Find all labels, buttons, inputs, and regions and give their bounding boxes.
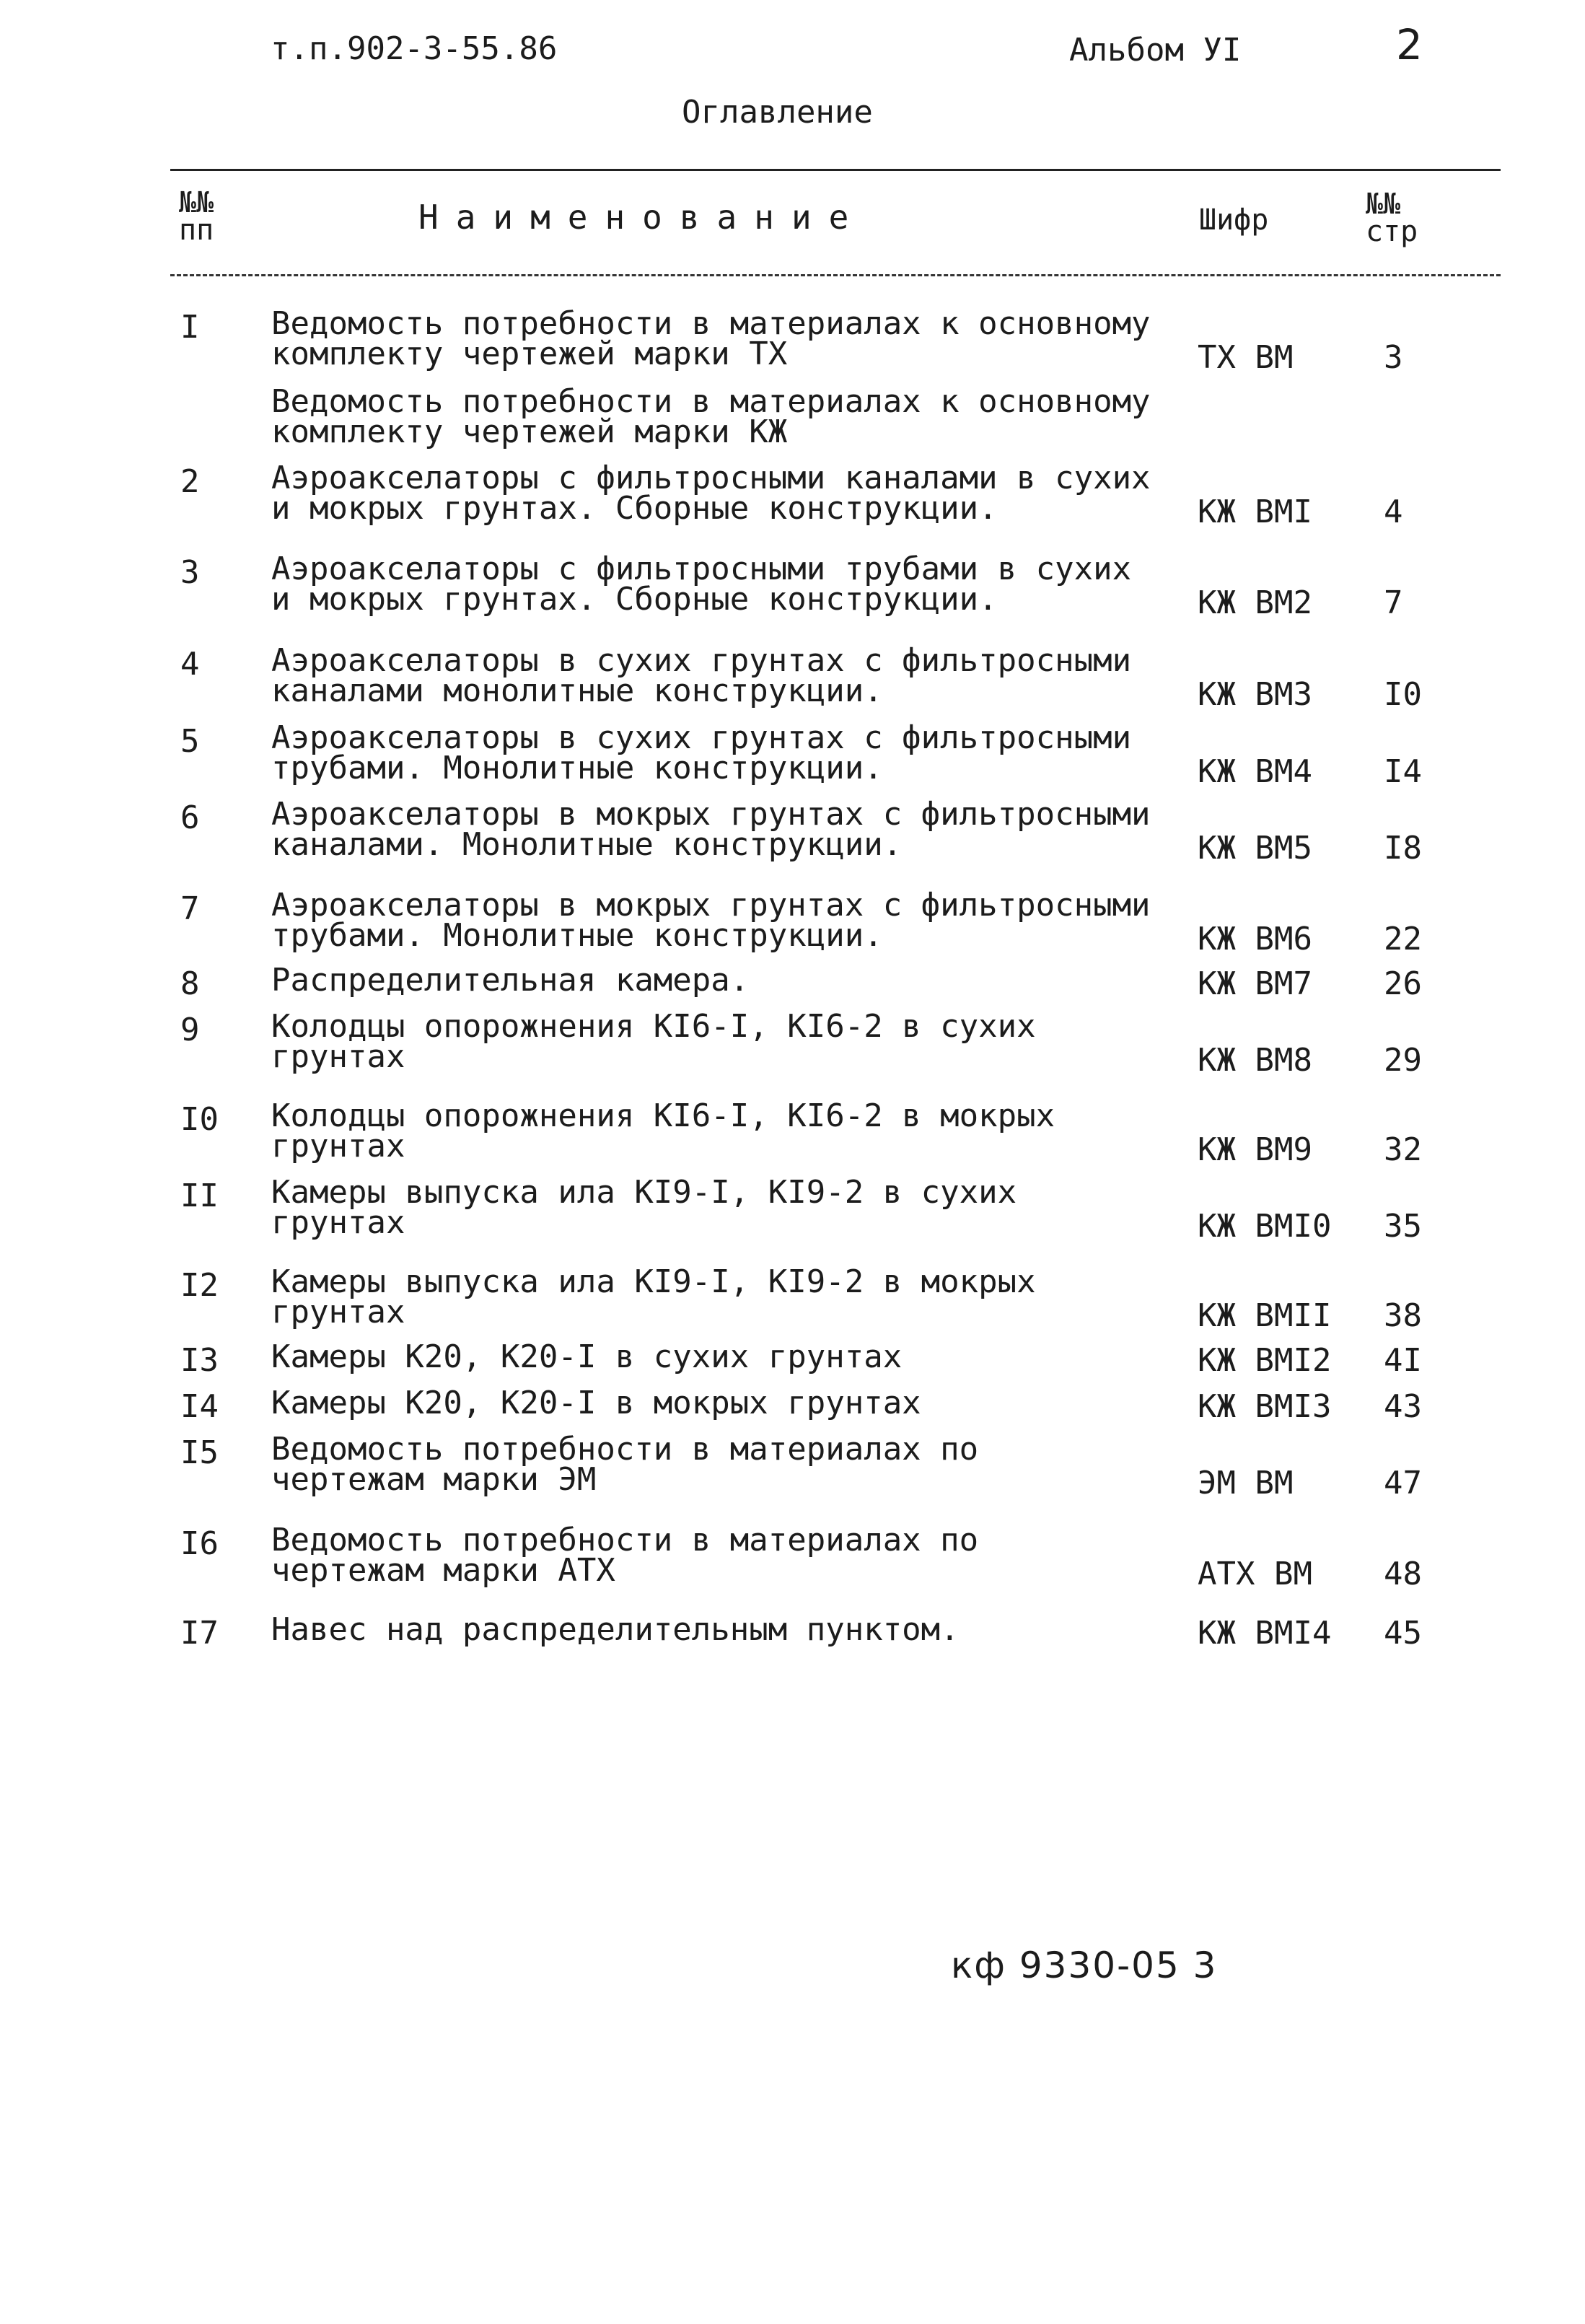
toc-row-name [271, 962, 750, 999]
toc-row-name-line: Аэроакселаторы в мокрых грунтах с фильтросными [271, 796, 1151, 833]
toc-row-code: КЖ ВМ9 [1198, 1131, 1312, 1168]
toc-row-page: I8 [1384, 830, 1422, 867]
toc-row-code: КЖ ВМI3 [1198, 1388, 1332, 1425]
toc-row-name-line: трубами. Монолитные конструкции. [271, 750, 883, 786]
toc-row-page: 47 [1384, 1465, 1422, 1501]
column-header-page-line2: стр [1366, 215, 1418, 248]
toc-row-name-line: каналами монолитные конструкции. [271, 672, 883, 709]
toc-row-name-line: грунтах [271, 1204, 405, 1241]
toc-row-name [271, 642, 1132, 709]
toc-row-number: I3 [180, 1342, 219, 1379]
toc-row-name-line: Камеры выпуска ила КI9-I, КI9-2 в сухих [271, 1174, 1017, 1211]
toc-row-name [271, 460, 1151, 527]
toc-row-code: КЖ ВМI2 [1198, 1342, 1332, 1379]
toc-row-number: I7 [180, 1615, 219, 1652]
toc-row-code: КЖ ВМI0 [1198, 1208, 1332, 1245]
toc-row-name-line: Колодцы опорожнения КI6-I, КI6-2 в сухих [271, 1008, 1036, 1045]
toc-row-code: КЖ ВМI4 [1198, 1615, 1332, 1652]
toc-row-name [271, 887, 1151, 954]
toc-row-name [271, 1338, 903, 1375]
toc-row-page: 43 [1384, 1388, 1422, 1425]
column-header-page-line1: №№ [1366, 188, 1401, 221]
toc-row-code: ТХ ВМ [1198, 339, 1294, 376]
toc-row-name-line: чертежам марки ЭМ [271, 1461, 597, 1498]
toc-row-name [271, 796, 1151, 863]
toc-row-name-line: Распределительная камера. [271, 962, 750, 999]
toc-row-code: КЖ ВМ7 [1198, 965, 1312, 1002]
footer-code: кф 9330-05 3 [951, 1944, 1218, 1986]
toc-row-page: 3 [1384, 339, 1403, 376]
toc-row-number: 2 [180, 463, 200, 500]
column-header-number-line2: пп [179, 214, 214, 247]
toc-row-number: 7 [180, 890, 200, 927]
toc-row-number: I0 [180, 1101, 219, 1138]
toc-row-name [271, 719, 1132, 786]
toc-row-number: I6 [180, 1525, 219, 1562]
column-header-page [1366, 188, 1418, 248]
toc-row-page: 4 [1384, 494, 1403, 530]
toc-row-number: 4 [180, 646, 200, 683]
toc-row-code: КЖ ВМI [1198, 494, 1312, 530]
toc-row-name-line: и мокрых грунтах. Сборные конструкции. [271, 581, 998, 618]
toc-row-page: 26 [1384, 965, 1422, 1002]
toc-row-name-line: Камеры К20, К20-I в сухих грунтах [271, 1338, 903, 1375]
column-header-code: Шифр [1199, 203, 1269, 237]
toc-row-page: 4I [1384, 1342, 1422, 1379]
toc-row-number: 6 [180, 799, 200, 836]
toc-row-name [271, 1263, 1036, 1330]
toc-row-number: 8 [180, 965, 200, 1002]
toc-row-name-line: грунтах [271, 1294, 405, 1330]
toc-row-name-line: Аэроакселаторы в мокрых грунтах с фильтросными [271, 887, 1151, 924]
toc-row-name-line: грунтах [271, 1128, 405, 1165]
toc-row-page: 7 [1384, 584, 1403, 621]
toc-row-code: КЖ ВМII [1198, 1297, 1332, 1334]
document-code: т.п.902-3-55.86 [271, 30, 558, 67]
page-number: 2 [1396, 20, 1423, 69]
toc-row-name-line: Камеры выпуска ила КI9-I, КI9-2 в мокрых [271, 1263, 1036, 1300]
toc-row-name-line: каналами. Монолитные конструкции. [271, 826, 903, 863]
toc-row-number: 3 [180, 554, 200, 591]
toc-row-name-line: Ведомость потребности в материалах по [271, 1431, 979, 1468]
toc-row-name-line: Ведомость потребности в материалах по [271, 1522, 979, 1558]
toc-row-number: I4 [180, 1388, 219, 1425]
toc-row-page: 22 [1384, 921, 1422, 957]
toc-row-name-line: Аэроакселаторы в сухих грунтах с фильтросными [271, 642, 1132, 679]
toc-row-code: КЖ ВМ5 [1198, 830, 1312, 867]
toc-row-code: КЖ ВМ8 [1198, 1042, 1312, 1079]
toc-row-name [271, 1008, 1036, 1075]
toc-row-name-line: и мокрых грунтах. Сборные конструкции. [271, 490, 998, 527]
toc-row-name-line: Ведомость потребности в материалах к основному [271, 305, 1151, 342]
album-label: Альбом УI [1069, 32, 1242, 69]
toc-row-code: ЭМ ВМ [1198, 1465, 1294, 1501]
column-header-name: Наименование [418, 198, 866, 237]
toc-row-code: КЖ ВМ6 [1198, 921, 1312, 957]
toc-row-name-line: Ведомость потребности в материалах к основному [271, 383, 1151, 420]
toc-row-name [271, 1431, 979, 1498]
toc-row-number: I [180, 309, 200, 346]
toc-row-page: 45 [1384, 1615, 1422, 1652]
toc-row-page: 38 [1384, 1297, 1422, 1334]
toc-row-name-line: Аэроакселаторы с фильтросными трубами в сухих [271, 551, 1132, 587]
toc-row-code: КЖ ВМ2 [1198, 584, 1312, 621]
toc-row-page: 29 [1384, 1042, 1422, 1079]
toc-row-code: КЖ ВМ3 [1198, 676, 1312, 713]
toc-row-number: 5 [180, 723, 200, 760]
toc-row-page: 48 [1384, 1556, 1422, 1592]
toc-row-name [271, 305, 1151, 372]
toc-row-name [271, 1522, 979, 1589]
toc-row-name-line: Камеры К20, К20-I в мокрых грунтах [271, 1385, 921, 1421]
toc-row-name [271, 1174, 1017, 1241]
toc-row-name-line: трубами. Монолитные конструкции. [271, 917, 883, 954]
toc-row-name [271, 383, 1151, 450]
header-rule [170, 274, 1501, 276]
toc-row-page: I4 [1384, 753, 1422, 790]
toc-row-name [271, 1097, 1055, 1165]
toc-row-number: I5 [180, 1434, 219, 1471]
toc-row-name-line: Навес над распределительным пунктом. [271, 1611, 960, 1648]
page-title: Оглавление [682, 94, 873, 131]
toc-row-name-line: комплекту чертежей марки КЖ [271, 413, 788, 450]
toc-row-name-line: Аэроакселаторы с фильтросными каналами в сухих [271, 460, 1151, 496]
toc-row-name-line: Колодцы опорожнения КI6-I, КI6-2 в мокрых [271, 1097, 1055, 1134]
toc-row-number: I2 [180, 1267, 219, 1304]
toc-row-name-line: Аэроакселаторы в сухих грунтах с фильтросными [271, 719, 1132, 756]
toc-row-name-line: комплекту чертежей марки ТХ [271, 336, 788, 372]
toc-row-name-line: чертежам марки АТХ [271, 1552, 615, 1589]
toc-row-page: 32 [1384, 1131, 1422, 1168]
toc-row-page: 35 [1384, 1208, 1422, 1245]
toc-row-name [271, 551, 1132, 618]
column-header-number-line1: №№ [179, 186, 214, 219]
column-header-number [179, 186, 214, 247]
toc-row-name-line: грунтах [271, 1038, 405, 1075]
toc-row-code: КЖ ВМ4 [1198, 753, 1312, 790]
toc-row-name [271, 1611, 960, 1648]
top-rule [170, 169, 1501, 171]
toc-row-code: АТХ ВМ [1198, 1556, 1312, 1592]
toc-row-page: I0 [1384, 676, 1422, 713]
toc-row-number: 9 [180, 1012, 200, 1048]
toc-row-number: II [180, 1178, 219, 1214]
toc-row-name [271, 1385, 921, 1421]
